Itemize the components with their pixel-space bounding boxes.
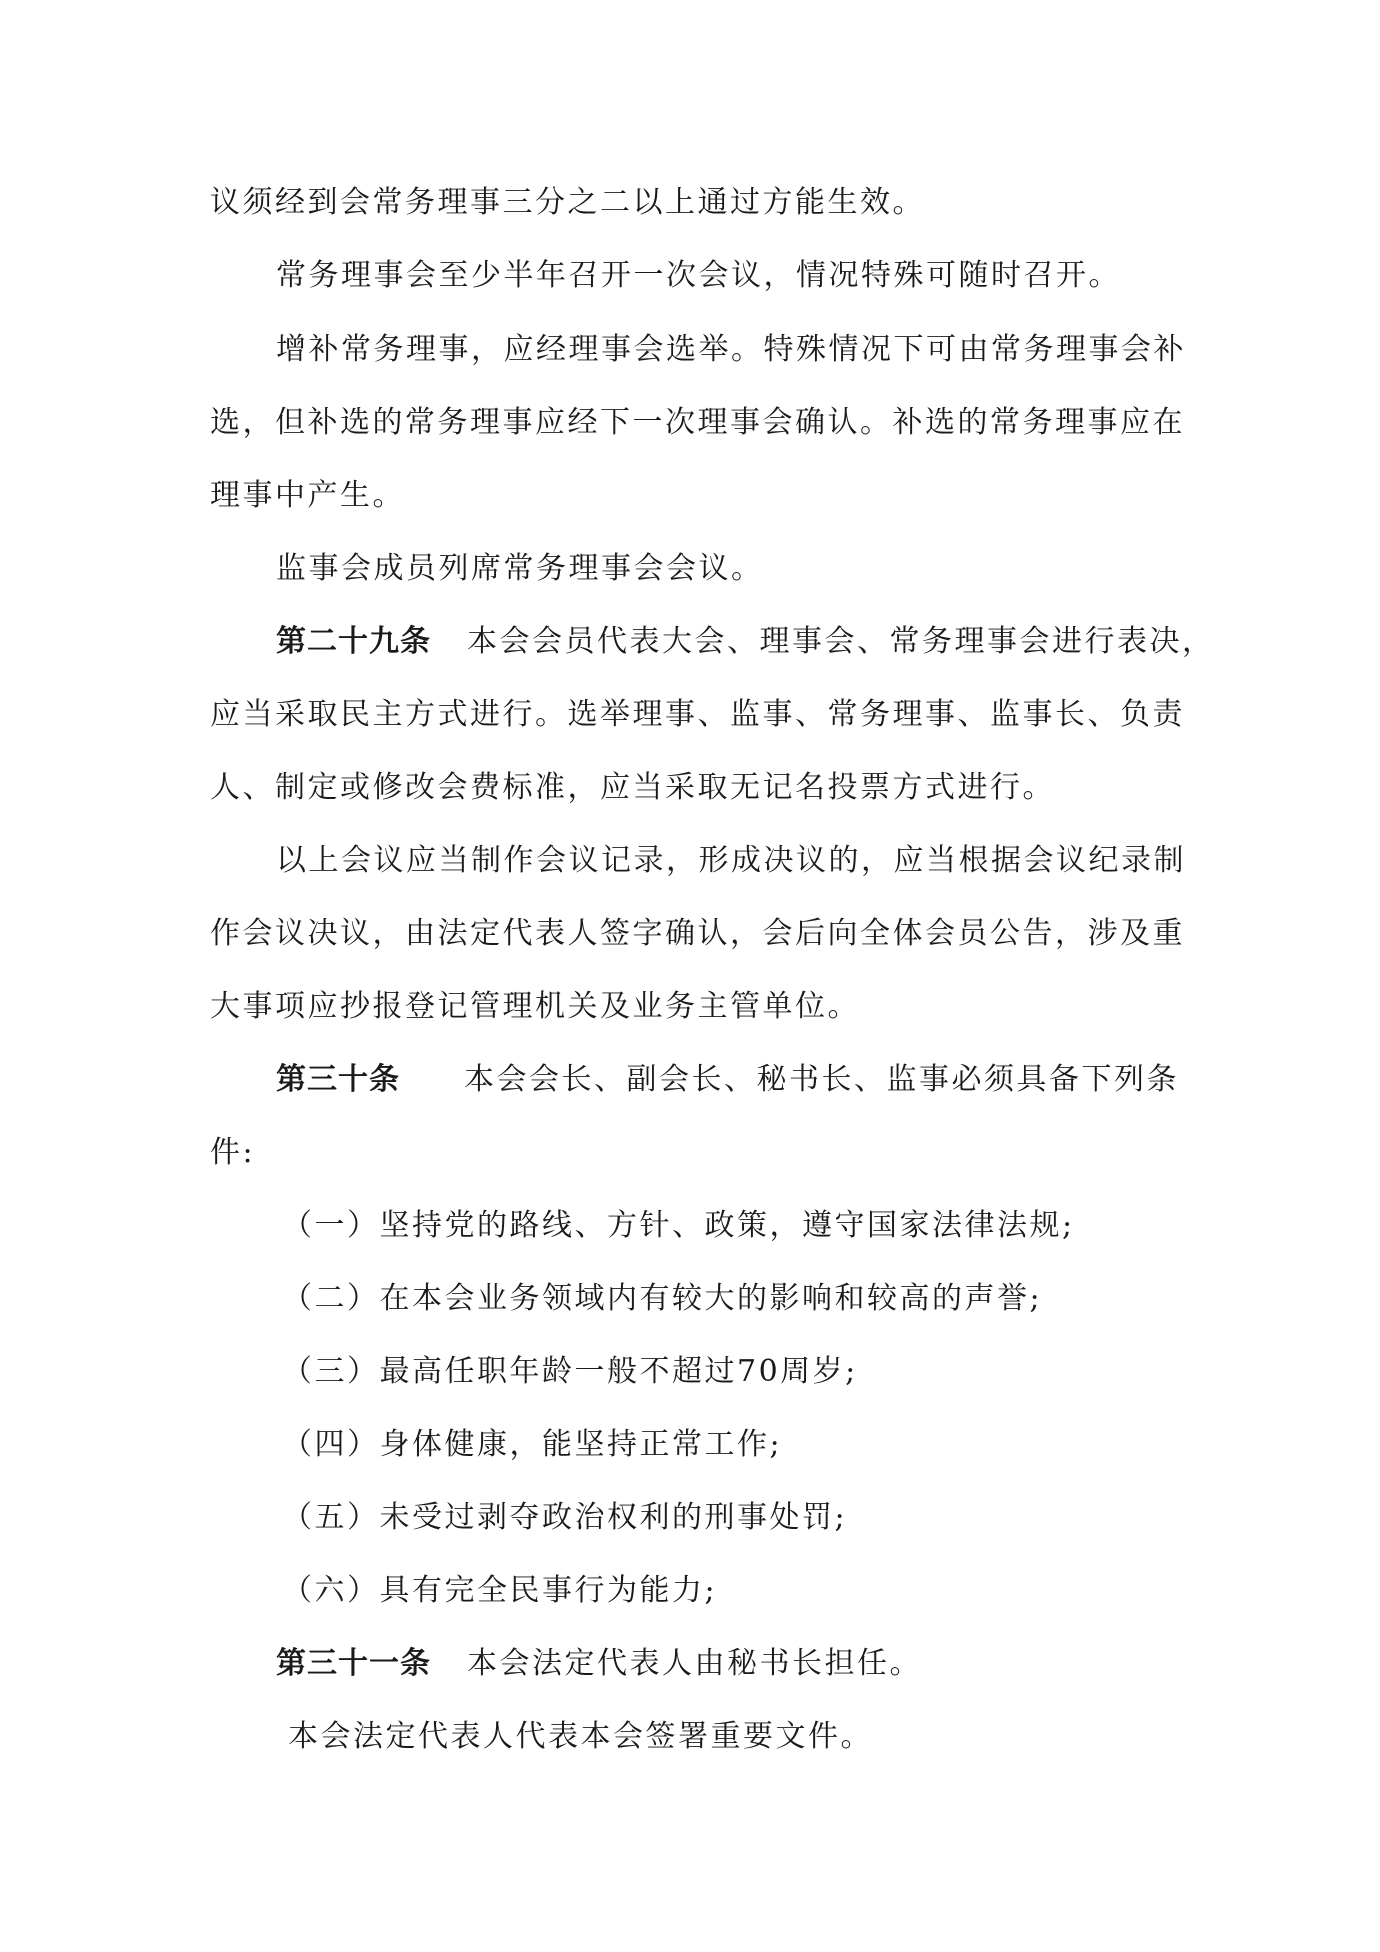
paragraph-line: 增补常务理事，应经理事会选举。特殊情况下可由常务理事会补 — [276, 332, 1186, 367]
paragraph-line: 监事会成员列席常务理事会会议。 — [276, 551, 764, 586]
article-30-line — [276, 1058, 1179, 1102]
condition-item: （六）具有完全民事行为能力; — [282, 1573, 718, 1608]
paragraph-line: 应当采取民主方式进行。选举理事、监事、常务理事、监事长、负责 — [210, 697, 1185, 732]
article-31-title: 第三十一条 — [276, 1646, 431, 1681]
paragraph-line: 件: — [210, 1135, 256, 1170]
article-29-text: 本会会员代表大会、理事会、常务理事会进行表决， — [467, 624, 1215, 659]
article-29-title: 第二十九条 — [276, 624, 431, 659]
article-31-text: 本会法定代表人由秘书长担任。 — [467, 1646, 922, 1681]
article-29-line — [276, 620, 1215, 664]
paragraph-line: 常务理事会至少半年召开一次会议，情况特殊可随时召开。 — [276, 258, 1121, 293]
paragraph-line: 以上会议应当制作会议记录，形成决议的，应当根据会议纪录制 — [276, 843, 1186, 878]
article-31-line — [276, 1642, 922, 1686]
paragraph-line: 大事项应抄报登记管理机关及业务主管单位。 — [210, 989, 860, 1024]
paragraph-line: 议须经到会常务理事三分之二以上通过方能生效。 — [210, 185, 925, 220]
paragraph-line: 选，但补选的常务理事应经下一次理事会确认。补选的常务理事应在 — [210, 405, 1185, 440]
condition-item: （五）未受过剥夺政治权利的刑事处罚; — [282, 1500, 848, 1535]
paragraph-line: 理事中产生。 — [210, 478, 405, 513]
condition-item: （二）在本会业务领域内有较大的影响和较高的声誉; — [282, 1281, 1043, 1316]
article-30-text: 本会会长、副会长、秘书长、监事必须具备下列条 — [464, 1062, 1179, 1097]
condition-item: （四）身体健康，能坚持正常工作; — [282, 1427, 783, 1462]
article-30-title: 第三十条 — [276, 1062, 400, 1097]
paragraph-line: 人、制定或修改会费标准，应当采取无记名投票方式进行。 — [210, 770, 1055, 805]
paragraph-line: 作会议决议，由法定代表人签字确认，会后向全体会员公告，涉及重 — [210, 916, 1185, 951]
condition-item: （三）最高任职年龄一般不超过70周岁; — [282, 1354, 858, 1389]
condition-item: （一）坚持党的路线、方针、政策，遵守国家法律法规; — [282, 1208, 1075, 1243]
paragraph-line: 本会法定代表人代表本会签署重要文件。 — [288, 1719, 873, 1754]
